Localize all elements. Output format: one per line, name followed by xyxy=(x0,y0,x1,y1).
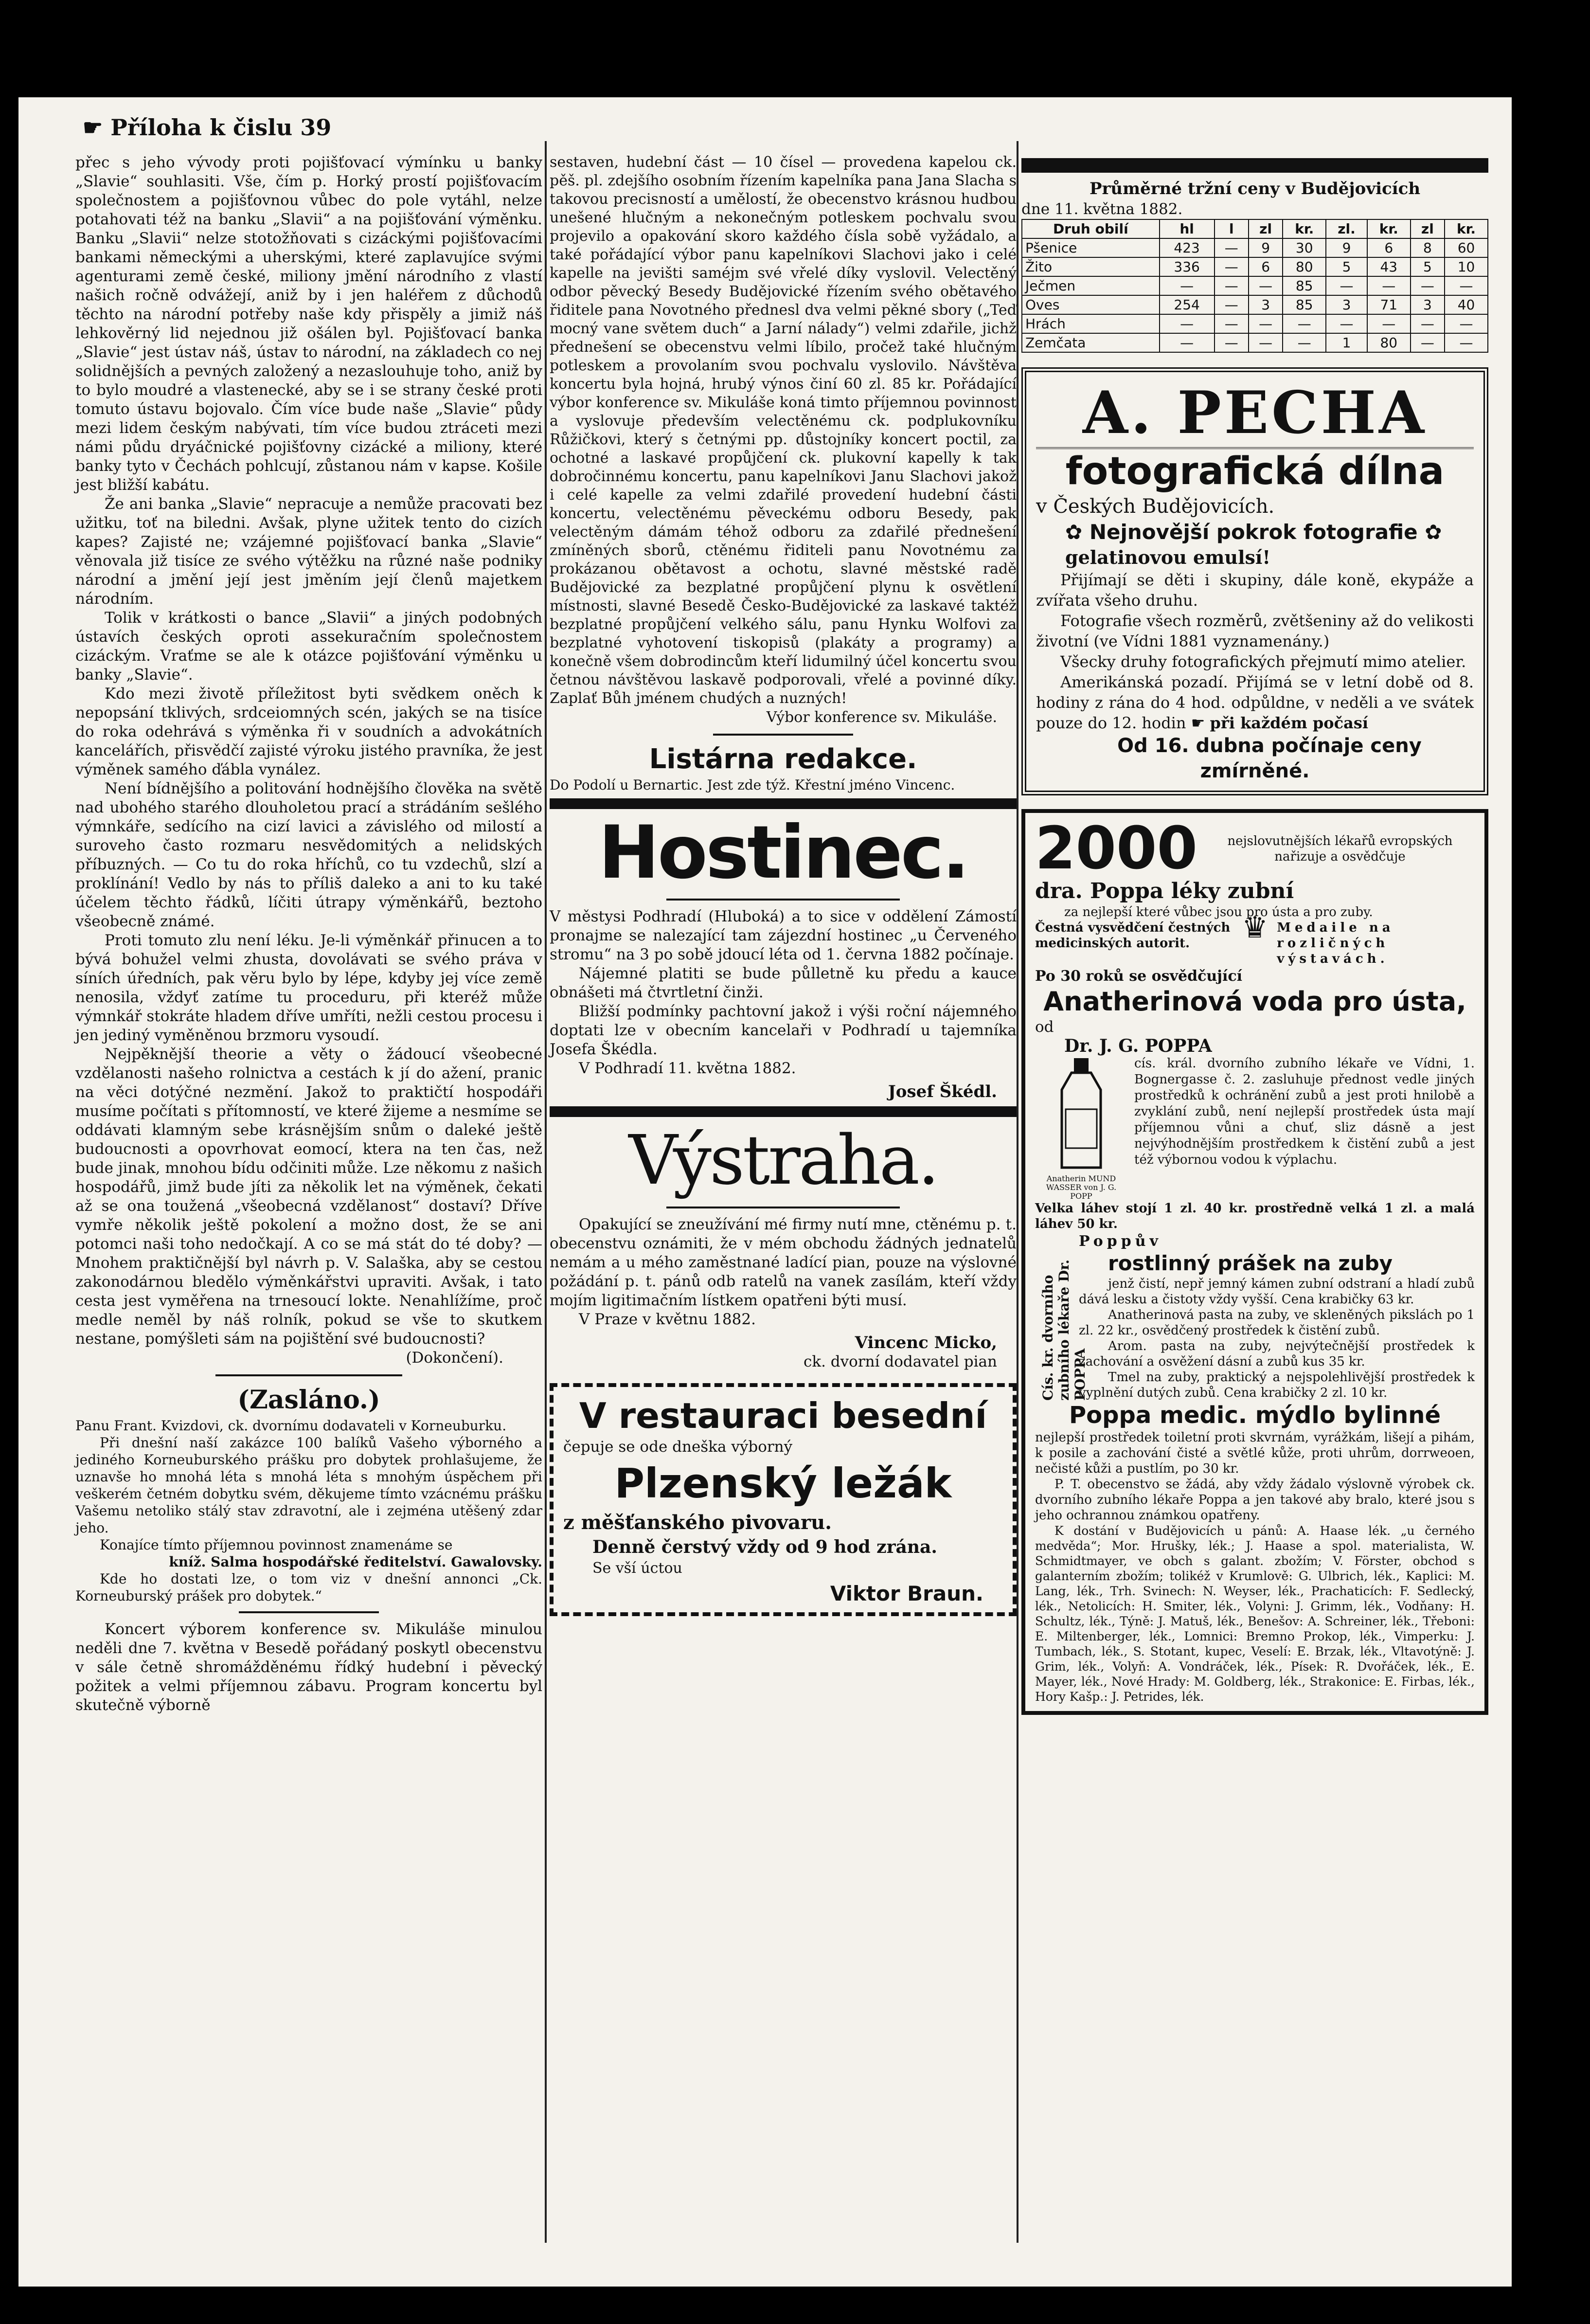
letter-address: Panu Frant. Kvizdovi, ck. dvornímu dodavateli v Korneuburku. xyxy=(75,1418,507,1434)
prices-cell: 1 xyxy=(1326,333,1367,352)
popp-cert: Čestná vysvědčení čestných medicinských autorit. xyxy=(1035,920,1231,951)
prices-cell: — xyxy=(1249,333,1283,352)
pecha-subtitle: fotografická dílna xyxy=(1065,450,1445,493)
prices-cell: 30 xyxy=(1283,238,1326,257)
prices-cell: 8 xyxy=(1411,238,1445,257)
listarna-title: Listárna redakce. xyxy=(649,743,917,775)
column-rule xyxy=(1017,141,1018,2243)
prices-cell: — xyxy=(1411,333,1445,352)
popp-desc: cís. král. dvorního zubního lékaře ve Vídni, 1. Bognergasse č. 2. zasluhuje přednost vedle jiných prostředků k ochránění zubů a jest proti hnilobě a zvyklání zubů, není nejlepší prostředek ústa mají příjemnou vůni a chuť, sliz dásně a jest nejvýhodnějším prostředkem k čistění zubů a jest též výbornou vodou k výplachu. xyxy=(1134,1056,1475,1167)
restaurace-signature: Viktor Braun. xyxy=(830,1582,983,1605)
restaurace-line4: Se vší úctou xyxy=(592,1560,682,1577)
popp-products xyxy=(1035,1232,1475,1401)
prices-cell: 3 xyxy=(1411,295,1445,314)
prices-cell: — xyxy=(1249,314,1283,333)
prices-header-cell: Druh obilí xyxy=(1022,219,1160,238)
prices-cell: Ječmen xyxy=(1022,276,1160,295)
article-paragraph: Není bídnějšího a politování hodnějšího člověka na světě nad ubohého starého dlouholetou prací a strádáním sešlého výmnkáře, sedícího na cizí lavici a závislého od milostí a suroveho často rozmaru nesvědomitých a nelidských příbuzných. — Co tu do roka hříchů, co tu vzdechů, slzí a proklínání! Vedlo by nás to příliš daleko a ani to ku také účelem těchto řádků, líčiti útrapy výměnkářů, beztoho všeobecně známé. xyxy=(75,780,542,930)
column-rule xyxy=(545,141,547,2243)
prices-cell: — xyxy=(1215,333,1249,352)
pecha-new-text: Nejnovější pokrok fotografie xyxy=(1089,520,1418,544)
prices-cell: 336 xyxy=(1160,257,1215,276)
prices-header-cell: zl xyxy=(1249,219,1283,238)
prices-cell: 10 xyxy=(1445,257,1488,276)
prices-header-cell: kr. xyxy=(1283,219,1326,238)
restaurace-line3: Denně čerstvý vždy od 9 hod zrána. xyxy=(592,1537,937,1557)
prices-cell: — xyxy=(1367,314,1411,333)
prices-header-cell: zl. xyxy=(1326,219,1367,238)
popp-powder-head: Poppův xyxy=(1079,1233,1162,1250)
hostinec-deposit: Nájemné platiti se bude půlletně ku předu a kauce obnášeti má čtvrtletní činži. xyxy=(550,965,1017,1001)
prices-cell: — xyxy=(1215,238,1249,257)
pecha-p3: Všecky druhy fotografických přejmutí mimo atelier. xyxy=(1060,652,1466,671)
pecha-p4 xyxy=(1036,672,1474,733)
prices-cell: Oves xyxy=(1022,295,1160,314)
prices-row xyxy=(1022,238,1488,257)
prices-row xyxy=(1022,333,1488,352)
prices-cell: — xyxy=(1160,333,1215,352)
restaurace-line2: z měšťanského pivovaru. xyxy=(563,1511,832,1534)
article-paragraph: Nejpěknější theorie a věty o žádoucí všeobecné vzdělanosti našeho rolnictva a cestách k jí do ažení, pranic na věci dotýčné nezmění. Jakož to praktičtí hospodáři musíme počítati s přítomností, ve které žijeme a nesmíme se oddávati klamným sebe krásnějším snům o daleké ještě budoucnosti a opovrhovat eomocí, ktera na ten čas, než bude jinak, mnohou bídu odčiniti může. Lze někomu z našich hospodářů, jimž bude jíti za několik let na výměnek, čekati až se ona toužená „všeobecná vzdělanost“ dostaví? Dříve vymře několik ještě pokolení a možno dost, že se ani potomci naši toho nedočkají. A co se má stát do té doby? — Mnohem praktičnější byl návrh p. V. Salaška, aby se cestou zakonodárnou bledělo výměnkářstvi upraviti. Avšak, i tato cesta jest vyměřena na trnesoucí lokte. Nenahlížíme, proč medle neměl by náš rolník, pokud se vše to skutkem nestane, pomýšleti sám na pojištění své budoucnosti? xyxy=(75,1045,542,1348)
vystraha-title: Výstraha. xyxy=(628,1121,938,1200)
restaurace-ad xyxy=(550,1383,1017,1616)
bottle-icon xyxy=(1047,1056,1115,1172)
prices-cell: — xyxy=(1445,314,1488,333)
pecha-place: v Českých Budějovicích. xyxy=(1036,495,1275,518)
prices-cell: — xyxy=(1215,276,1249,295)
popp-dr: Dr. J. G. POPPA xyxy=(1064,1036,1212,1056)
prices-cell: 6 xyxy=(1367,238,1411,257)
prices-cell: — xyxy=(1445,333,1488,352)
popp-vertical: Cís. kr. dvorního zubního lékaře Dr. POPPA xyxy=(1040,1259,1088,1401)
popp-tmel: Tmel na zuby, praktický a nejspolehlivější prostředek k vyplnění dutých zubů. Cena krabičky 2 zl. 10 kr. xyxy=(1079,1370,1475,1400)
popp-bottle xyxy=(1035,1056,1127,1201)
hostinec-title: Hostinec. xyxy=(598,811,968,895)
hostinec-date: V Podhradí 11. května 1882. xyxy=(579,1060,796,1077)
popp-arom: Arom. pasta na zuby, nejvýtečnější prostředek k zachování a osvěžení dásní a zubů kus 35 kr. xyxy=(1079,1339,1475,1369)
concert-report: sestaven, hudební část — 10 čísel — provedena kapelou ck. pěš. pl. zdejšího osobním řízením kapelníka pana Jana Slacha s takovou precisností a umělostí, že obecenstvo krásnou hudbou unešené hlučným a nekonečným potleskem pochvalu svou projevilo a opakování skoro každého čísla sobě vyžádalo, a také pořádající výbor panu kapelníkovi Slachovi jako i celé kapelle na jevišti saméjm své vřelé díky vyslovil. Velectěný odbor pěvecký Besedy Budějovické řízením svého obětavého řiditele pana Novotného přednesl dva velmi pěkné sbory („Teď mocný vane světem duch“ a Jarní nálady“) velmi zdařile, jichž přednešení se obecenstvu velmi líbilo, pročež také hlučným potleskem a provolaním svou pochvalu vyslovilo. Návštěva koncertu byla hojná, hrubý výnos činí 60 zl. 85 kr. Pořádající výbor konference sv. Mikuláše koná timto příjemnou povinnost a vyslovuje především velectěnému ck. podplukovníku Růžičkovi, který s četnými pp. důstojníky koncert poctil, za ochotné a laskavé propůjčení ck. plukovní kapelly k tak dobročinnému koncertu, panu kapelníkovi Janu Slachovi jakož i celé kapelle za velmi zdařilé provedení hudební části koncertu, velectěnému pěveckému odboru Besedy, pak velectěným dámám téhož odboru za zdařilé přednešení zmíněných sborů, ctěnému řiditeli panu Novotnému za prokázanou obětavost a ochotu, slavné městské radě Budějovické za bezplatné propůjčení plynu k osvětlení místnosti, slavné Besedě Česko-Budějovické za laskavé taktéž bezplatné propůjčení velkého sálu, panu Hynku Wolfovi za bezplatné vyhotovení tiskopisů (plakáty a programy) a konečně všem dobrodincům kteří lidumilný účel koncertu svou četnou návštěvou laskavě podporovali, vřelé a povinné díky. Zaplať Bůh jménem chudých a nuzných! xyxy=(550,154,1017,707)
prices-header-row xyxy=(1022,219,1488,238)
prices-table xyxy=(1021,219,1488,353)
letter-note: Kde ho dostati lze, o tom viz v dnešní annonci „Ck. Korneuburský prášek pro dobytek.“ xyxy=(75,1571,542,1604)
article-paragraph: Proti tomuto zlu není léku. Je-li výměnkář přinucen a to bývá bohužel velmi zhusta, dovolávati se svého práva v síních úředních, pak věru bylo by lépe, kdyby jej více země nenosila, vždyť zatíme tu proceduru, při kteréž může výmnkář stokráte hladem dříve umříti, nežli cestou procesu i jen jediný vyměněnou brzmoru vysoudí. xyxy=(75,932,542,1044)
popp-head: nejslovutnějších lékařů evropských nařizuje a osvědčuje xyxy=(1227,834,1453,864)
pecha-name: A. PECHA xyxy=(1036,379,1474,449)
article-paragraph: Že ani banka „Slavie“ nepracuje a nemůže pracovati bez užitku, toť na biledni. Avšak, plyne užitek tento do cizích kapes? Zajisté ne; vzájemné pojišťovací banka „Slavie“ věnovala již tisíce ze svého výtěžku na různé naše podniky národní a jmění její jest jměním její členů majetkem národním. xyxy=(75,495,542,608)
pecha-price: Od 16. dubna počínaje ceny zmírněné. xyxy=(1117,735,1422,782)
pecha-emulsion: gelatinovou emulsí! xyxy=(1065,546,1271,568)
popp-bottle-label: Anatherin MUND WASSER von J. G. POPP xyxy=(1046,1174,1117,1201)
popp-header xyxy=(1035,815,1475,883)
prices-cell: — xyxy=(1411,276,1445,295)
prices-cell: 3 xyxy=(1326,295,1367,314)
prices-cell: — xyxy=(1215,257,1249,276)
prices-cell: — xyxy=(1326,276,1367,295)
pecha-ad xyxy=(1021,367,1488,795)
popp-line: za nejlepší které vůbec jsou pro ústa a pro zuby. xyxy=(1064,905,1373,919)
prices-header-cell: hl xyxy=(1160,219,1215,238)
ornament-icon: ✿ xyxy=(1065,520,1090,544)
article-paragraph: Kdo mezi životě příležitost byti svědkem oněch k nepopsání tklivých, srdceiomných scén, jakých se na tisíce do roka odehrává s výměnka ři v soudních a advokátních kancelářích, přisvědčí zajisté výroku jistého pravníka, že jest výměnek samého ďábla vynález. xyxy=(75,685,542,778)
prices-cell: 254 xyxy=(1160,295,1215,314)
article-paragraph: Tolik v krátkosti o bance „Slavii“ a jiných podobných ústavích českých oproti assekuračním společnostem cizáckým. Vraťme se ale k otázce pojišťování výměnku u banky „Slavie“. xyxy=(75,609,542,684)
popp-name: dra. Poppa léky zubní xyxy=(1035,879,1294,903)
prices-title: Průměrné tržní ceny v Budějovicích xyxy=(1089,179,1421,198)
prices-header-cell: zl xyxy=(1411,219,1445,238)
column-2 xyxy=(550,153,1017,1621)
popp-product-list xyxy=(1079,1232,1475,1401)
hostinec-conditions: Bližší podmínky pachtovní jakož i výši roční nájemného doptati lze v obecním kancelaři v Podhradí u tajemníka Josefa Škédla. xyxy=(550,1003,1017,1058)
page-header: ☛ Příloha k čislu 39 xyxy=(83,114,332,141)
prices-row xyxy=(1022,314,1488,333)
popp-warning: P. T. obecenstvo se žádá, aby vždy žádalo výslovně výrobek ck. dvorního zubního lékaře Poppa a jen takové aby bralo, které jsou s jeho ochrannou známkou opatřeny. xyxy=(1035,1477,1475,1523)
ornament-icon: ✿ xyxy=(1417,520,1442,544)
popp-ad xyxy=(1021,809,1488,1715)
prices-cell: 60 xyxy=(1445,238,1488,257)
prices-cell: — xyxy=(1283,333,1326,352)
vystraha-signature: Vincenc Micko, xyxy=(855,1333,997,1352)
prices-cell: — xyxy=(1367,276,1411,295)
popp-paste: Anatherinová pasta na zuby, ve skleněných pikslách po 1 zl. 22 kr., osvědčený prostředek k čistění zubů. xyxy=(1079,1308,1475,1338)
prices-cell: — xyxy=(1160,314,1215,333)
popp-powder: rostlinný prášek na zuby xyxy=(1108,1251,1393,1275)
popp-years: Po 30 roků se osvědčující xyxy=(1035,968,1243,985)
prices-body xyxy=(1022,238,1488,352)
header-label: Příloha k čislu 39 xyxy=(110,114,332,141)
vystraha-signature-title: ck. dvorní dodavatel pian xyxy=(803,1353,997,1370)
prices-date: dne 11. května 1882. xyxy=(1021,200,1183,218)
prices-cell: 85 xyxy=(1283,295,1326,314)
prices-cell: Zemčata xyxy=(1022,333,1160,352)
restaurace-title: V restauraci besední xyxy=(579,1395,987,1436)
prices-cell: 3 xyxy=(1249,295,1283,314)
restaurace-line1: čepuje se ode dneška výborný xyxy=(563,1438,793,1456)
prices-header-cell: kr. xyxy=(1367,219,1411,238)
hostinec-signature: Josef Škédl. xyxy=(888,1082,997,1101)
prices-cell: 71 xyxy=(1367,295,1411,314)
article-body xyxy=(75,153,542,1349)
prices-cell: Žito xyxy=(1022,257,1160,276)
prices-cell: 80 xyxy=(1283,257,1326,276)
pecha-p2: Fotografie všech rozměrů, zvětšeniny až do velikosti životní (ve Vídni 1881 vyznamenány.) xyxy=(1036,612,1474,650)
prices-cell: Pšenice xyxy=(1022,238,1160,257)
prices-cell: 5 xyxy=(1411,257,1445,276)
column-3 xyxy=(1021,153,1488,1720)
popp-soap: Poppa medic. mýdlo bylinné xyxy=(1069,1402,1441,1429)
prices-row xyxy=(1022,257,1488,276)
prices-header-cell: l xyxy=(1215,219,1249,238)
prices-cell: — xyxy=(1215,314,1249,333)
prices-cell: 40 xyxy=(1445,295,1488,314)
prices-cell: — xyxy=(1411,314,1445,333)
prices-row xyxy=(1022,276,1488,295)
letter-signature: kníž. Salma hospodářské ředitelství. Gawalovsky. xyxy=(169,1554,542,1570)
popp-medals: Medaile na rozličných výstavách. xyxy=(1277,920,1394,966)
prices-cell: — xyxy=(1215,295,1249,314)
pecha-hours: Amerikánská pozadí. Přijímá se v letní době od 8. hodiny z rána do 4 hod. odpůldne, v neděli a ve svátek pouze do 12. hodin xyxy=(1036,673,1474,732)
popp-sellers: K dostání v Budějovicích u pánů: A. Haase lék. „u černého medvěda“; Mor. Hrušky, lék.; J. Haase a spol. materialista, W. Schmidtmayer, ve obch s galant. zbožím; V. Förster, obchod s galanterním zbožím; tolikéž v Krumlově: G. Ulbrich, lék., Kaplici: M. Lang, lék., Trh. Svinech: N. Weyser, lék., Prachaticích: F. Sedlecký, lék., Netolicích: H. Smiter, lék., Volyni: J. Grimm, lék., Vodňany: H. Schultz, lék., Týně: J. Matuš, lék., Benešov: A. Schreiner, lék., Třeboni: E. Miltenberger, lék., Lomnici: Bremno Prokop, lék., Vimperku: J. Tumbach, lék., S. Stotant, kupec, Veselí: E. Brzak, lék., Vltavotýně: J. Grim, lék., Volyň: A. Vondráček, lék., Písek: R. Dvořáček, lék., E. Mayer, lék., Nové Hrady: M. Goldberg, lék., Strakonice: E. Firbas, lék., Hory Kašp.: J. Petrides, lék. xyxy=(1035,1524,1475,1704)
prices-cell: — xyxy=(1283,314,1326,333)
popp-water: Anatherinová voda pro ústa, xyxy=(1043,986,1466,1017)
vystraha-text: Opakující se zneužívání mé firmy nutí mne, ctěnému p. t. obecenstvu oznámiti, že v mém obchodu žádných jednatelů nemám a u mého zaměstnané ladící pian, pouze na výslovné požádání p. t. pánů odb ratelů na vanek zasílám, kteří vždy mojím ligitimačním lístkem opatřeni býti musí. xyxy=(550,1216,1017,1309)
prices-cell: 80 xyxy=(1367,333,1411,352)
prices-cell: — xyxy=(1445,276,1488,295)
prices-cell: — xyxy=(1326,314,1367,333)
column-1 xyxy=(75,153,542,1715)
zaslano-title: (Zasláno.) xyxy=(237,1385,380,1415)
letter-body: Při dnešní naší zakázce 100 balíků Vašeho výborného a jediného Korneuburského prášku pro dobytek prohlašujeme, že uznavše ho mnohá léta s mnohá léta s mnohým úspěchem při veškerém četném dobytku svém, děkujeme tímto vzácnému prášku Vašemu netoliko stálý stav zdravotní, ale i zejména utěšený zdar jeho. xyxy=(75,1435,542,1536)
prices-cell: — xyxy=(1249,276,1283,295)
concert-intro: Koncert výborem konference sv. Mikuláše minulou neděli dne 7. května v Besedě pořádaný poskytl obecenstvu v sále četně shromážděnému řídký hudební i pěvecký požitek a velmi příjemnou zábavu. Program koncertu byl skutečně výborně xyxy=(75,1621,542,1714)
popp-vertical-wrap xyxy=(1035,1232,1088,1401)
popp-water-block xyxy=(1035,1056,1475,1201)
article-paragraph: přec s jeho vývody proti pojišťovací výmínku u banky „Slavie“ souhlasiti. Vše, čím p. Horký prostí pojišťovacím společnostem a pojišťovnou vůbec do pole vytáhl, nelze potahovati též na banku „Slavii“ a na pojišťování výměnku. Banku „Slavii“ nelze stotožňovati s cizáckými pojišťovacími bankami německými a uherskými, které zaplavujíce svými agenturami země české, miliony jmění národního z vlastí našich ročně odvážejí, aniž by i jen haléřem z důchodů těchto na národní potřeby naše kdy přispěly a jimiž náš lehkověrný lid nejednou již ošálen byl. Pojišťovací banka „Slavie“ jest ústav náš, ústav to národní, na základech co nej solidnějších a pevných založený a nezaslouhuje toho, aniž by to bylo moudré a vlastenecké, aby se i se strany české proti tomuto ústavu bojovalo. Čím více bude naše „Slavie“ půdy mezi lidem českým nabývati, tím více budou ztráceti mezi námi půdu dryáčnické pojišťovny cizácké a miliony, které banky tyto v Čechách pohlcují, zůstanou nám v kapse. Košile jest bližší kabátu. xyxy=(75,154,542,494)
popp-2000: 2000 xyxy=(1035,815,1197,883)
letter-closing: Konajíce tímto příjemnou povinnost znamenáme se xyxy=(100,1537,453,1553)
prices-cell: 5 xyxy=(1326,257,1367,276)
popp-od: od xyxy=(1035,1018,1054,1036)
restaurace-beer: Plzenský ležák xyxy=(614,1459,952,1507)
prices-row xyxy=(1022,295,1488,314)
prices-cell: 6 xyxy=(1249,257,1283,276)
prices-cell: 85 xyxy=(1283,276,1326,295)
concert-signature: Výbor konference sv. Mikuláše. xyxy=(766,709,997,726)
article-closing: (Dokončení). xyxy=(406,1349,503,1367)
pecha-new xyxy=(1036,519,1474,545)
popp-bottle-price: Velka láhev stojí 1 zl. 40 kr. prostředně velká 1 zl. a malá láhev 50 kr. xyxy=(1035,1201,1475,1231)
prices-cell: Hrách xyxy=(1022,314,1160,333)
vystraha-date: V Praze v květnu 1882. xyxy=(579,1311,756,1328)
hostinec-text: V městysi Podhradí (Hluboká) a to sice v oddělení Zámostí pronajme se nalezající tam zájezdní hostinec „u Červeného stromu“ na 3 po sobě jdoucí léta od 1. června 1882 počínaje. xyxy=(550,908,1017,963)
prices-cell: 9 xyxy=(1326,238,1367,257)
pointing-hand-icon: ☛ xyxy=(1191,714,1205,732)
pecha-p1: Přijímají se děti i skupiny, dále koně, ekypáže a zvířata všeho druhu. xyxy=(1036,571,1474,610)
eagle-icon: ♛ xyxy=(1242,911,1268,945)
popp-soap-desc: nejlepší prostředek toiletní proti skvrnám, vyrážkám, lišejí a pihám, k posile a zachování čisté a světlé kůže, proti uhrům, dorrweoen, nečisté kůži a pustlím, po 30 kr. xyxy=(1035,1430,1475,1476)
listarna-text: Do Podolí u Bernartic. Jest zde týž. Křestní jméno Vincenc. xyxy=(550,777,955,793)
prices-cell: 423 xyxy=(1160,238,1215,257)
prices-cell: 43 xyxy=(1367,257,1411,276)
popp-powder-desc: jenž čistí, nepř jemný kámen zubní odstraní a hladí zubů dává lesku a čistoty vždy vyšší. Cena krabičky 63 kr. xyxy=(1079,1277,1475,1307)
prices-header-cell: kr. xyxy=(1445,219,1488,238)
prices-cell: 9 xyxy=(1249,238,1283,257)
prices-cell: — xyxy=(1160,276,1215,295)
pecha-weather: při každém počasí xyxy=(1210,714,1368,732)
